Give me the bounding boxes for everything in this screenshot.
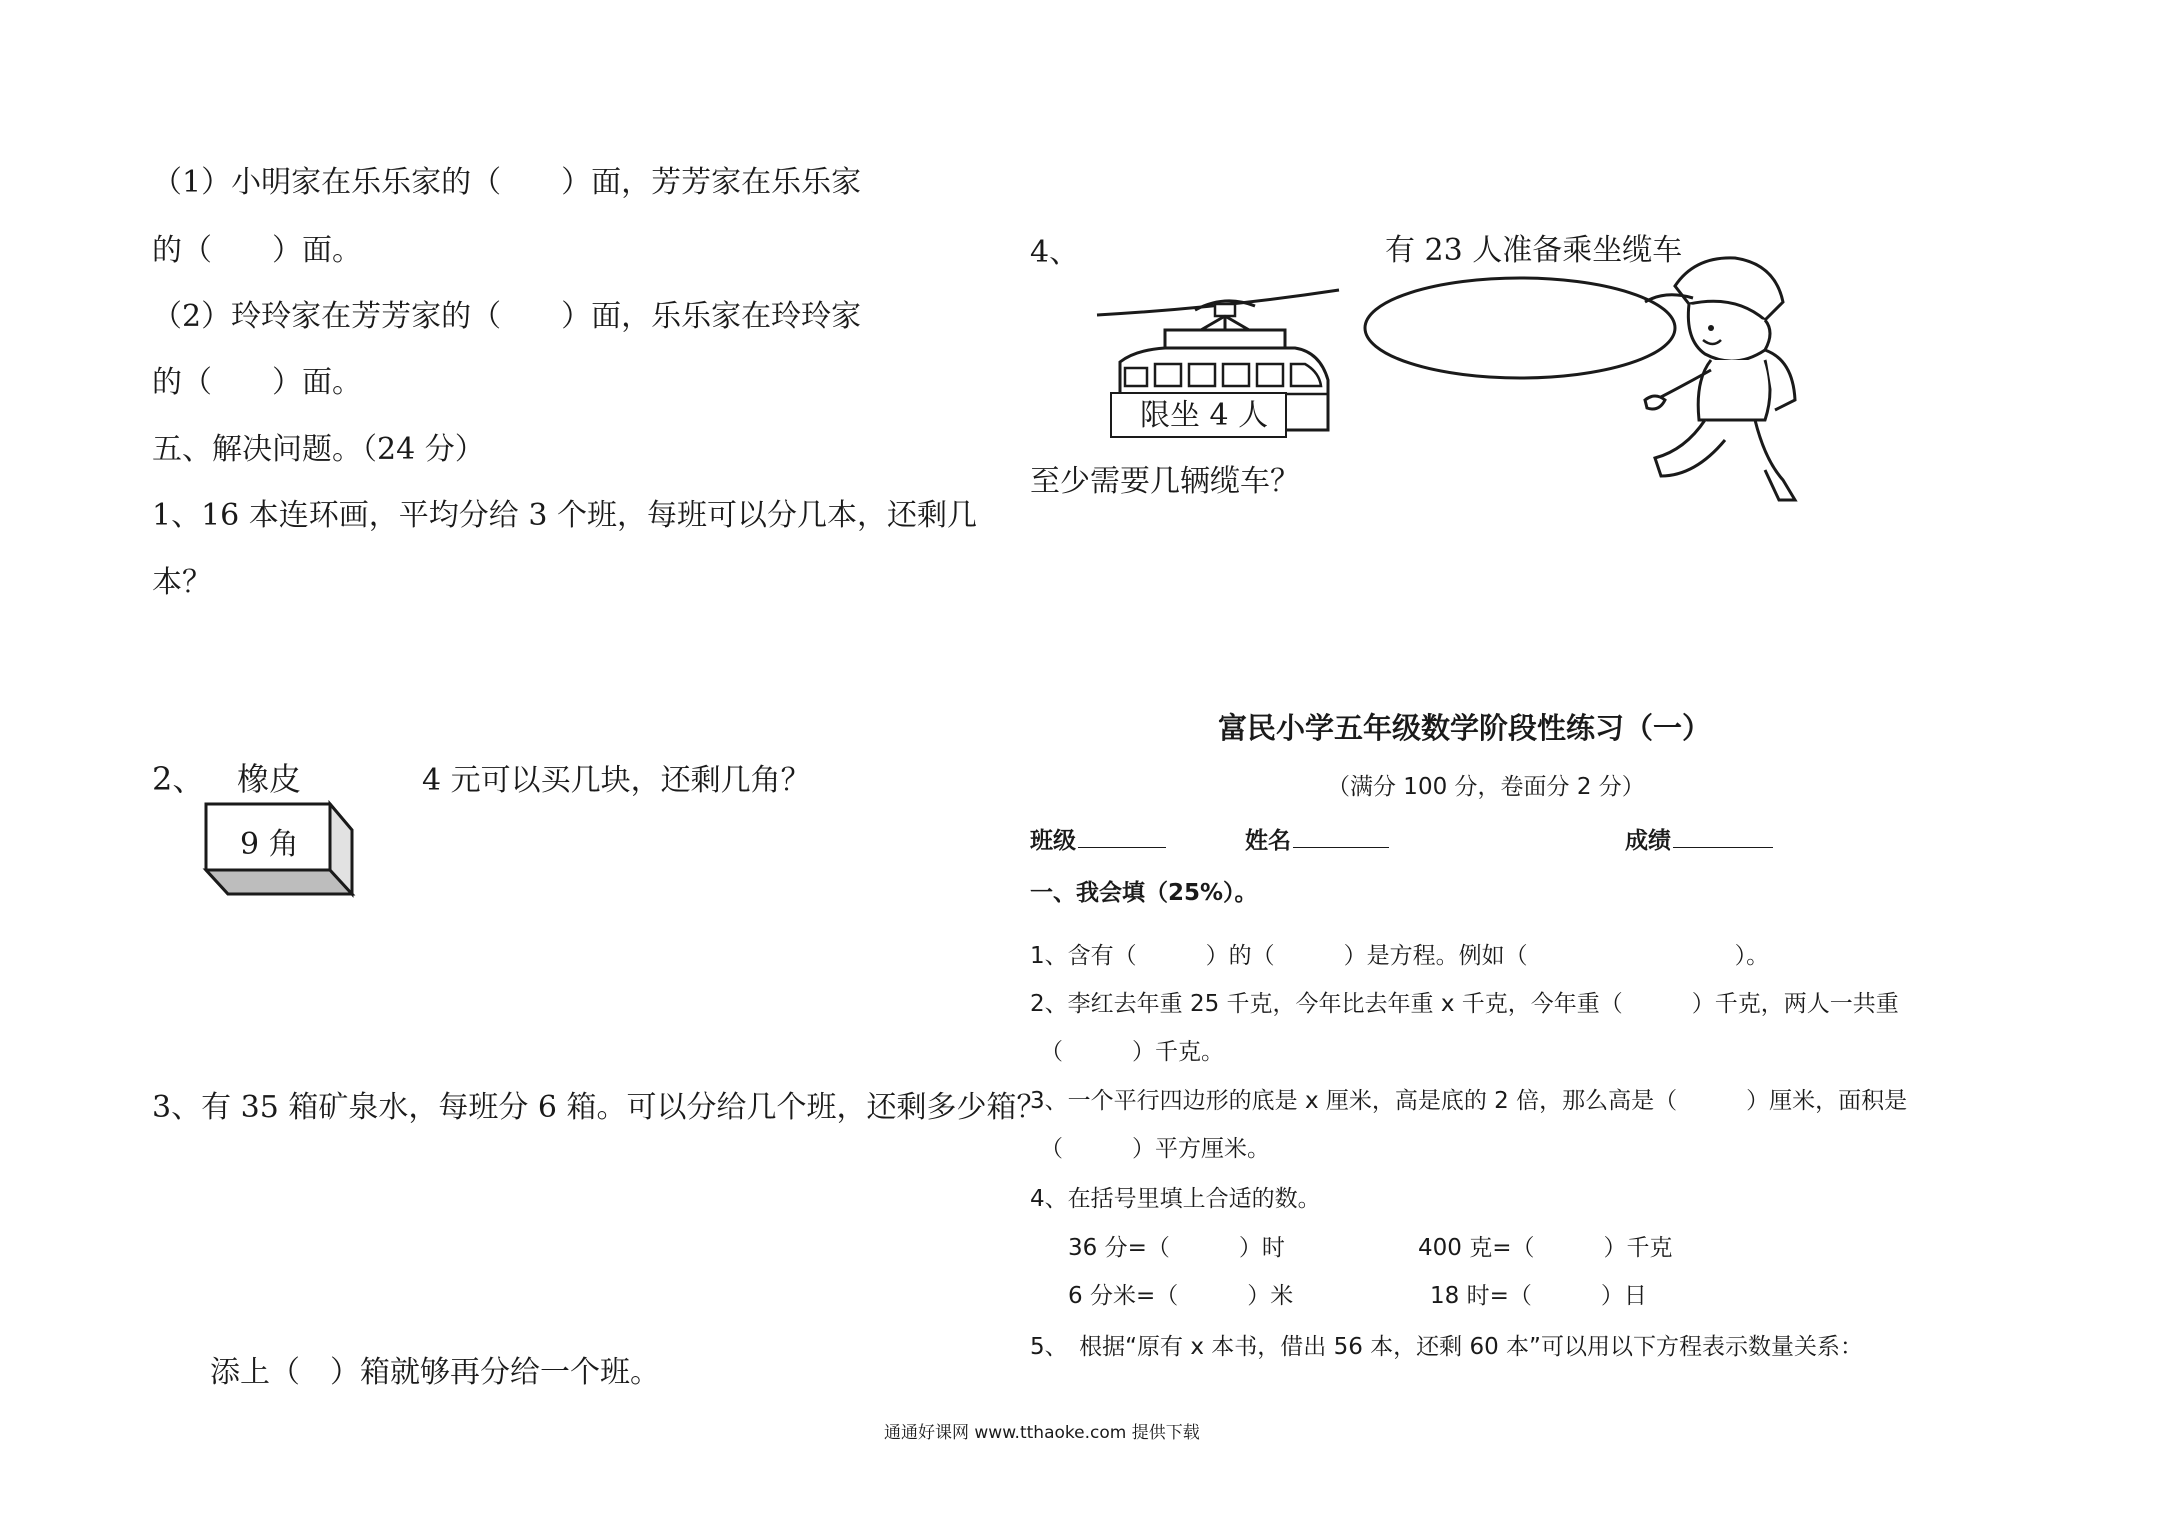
eraser-price: 9 角 <box>240 827 299 862</box>
problem-4-question: 至少需要几辆缆车？ <box>1030 464 1300 499</box>
problem-2-item: 橡皮 <box>237 760 302 798</box>
q4-1-line2: 的（ ）面。 <box>152 233 362 268</box>
exam-q4-item: 6 分米=（ ）米 <box>1068 1283 1294 1309</box>
score-label: 成绩 <box>1625 828 1671 854</box>
exam-q2-line1: 2、李红去年重 25 千克，今年比去年重 x 千克，今年重（ ）千克，两人一共重 <box>1030 991 1899 1017</box>
exam-q4: 4、在括号里填上合适的数。 <box>1030 1186 1321 1212</box>
problem-1-line2: 本？ <box>152 565 212 600</box>
exam-subtitle: （满分 100 分，卷面分 2 分） <box>1327 774 1645 800</box>
problem-4-number: 4、 <box>1030 235 1080 270</box>
exam-q3-line2: （ ）平方厘米。 <box>1040 1136 1270 1162</box>
name-label: 姓名 <box>1245 828 1291 854</box>
q4-2-line1: （2）玲玲家在芳芳家的（ ）面，乐乐家在玲玲家 <box>152 299 862 334</box>
name-field[interactable] <box>1245 825 1389 853</box>
section-1-heading: 一、我会填（25%）。 <box>1030 880 1258 906</box>
problem-3-fill: 添上（ ）箱就够再分给一个班。 <box>210 1355 660 1390</box>
q4-1-line1: （1）小明家在乐乐家的（ ）面，芳芳家在乐乐家 <box>152 165 862 200</box>
exam-q4-item: 400 克=（ ）千克 <box>1418 1235 1673 1261</box>
problem-4-people: 有 23 人准备乘坐缆车 <box>1385 233 1683 268</box>
exam-q1: 1、含有（ ）的（ ）是方程。例如（ ）。 <box>1030 943 1770 969</box>
class-label: 班级 <box>1030 828 1076 854</box>
problem-2-question: 4 元可以买几块，还剩几角？ <box>422 763 811 798</box>
class-field[interactable] <box>1030 825 1166 853</box>
section-5-heading: 五、解决问题。（24 分） <box>152 432 485 467</box>
exam-q4-item: 36 分=（ ）时 <box>1068 1235 1285 1261</box>
score-field[interactable] <box>1625 825 1773 853</box>
exam-q3-line1: 3、一个平行四边形的底是 x 厘米，高是底的 2 倍，那么高是（ ）厘米，面积是 <box>1030 1088 1908 1114</box>
boy-icon <box>1615 250 1815 510</box>
q4-2-line2: 的（ ）面。 <box>152 365 362 400</box>
problem-3: 3、有 35 箱矿泉水，每班分 6 箱。可以分给几个班，还剩多少箱？ <box>152 1090 1047 1125</box>
problem-1-line1: 1、16 本连环画，平均分给 3 个班，每班可以分几本，还剩几 <box>152 498 977 533</box>
footer-credit: 通通好课网 www.tthaoke.com 提供下载 <box>884 1423 1200 1443</box>
exam-q2-line2: （ ）千克。 <box>1040 1039 1224 1065</box>
exam-q5: 5、 根据“原有 x 本书，借出 56 本，还剩 60 本”可以用以下方程表示数量关系： <box>1030 1334 1863 1360</box>
exam-q4-item: 18 时=（ ）日 <box>1430 1283 1647 1309</box>
exam-title: 富民小学五年级数学阶段性练习（一） <box>1218 711 1712 745</box>
cable-car-limit: 限坐 4 人 <box>1140 398 1269 433</box>
problem-2-number: 2、 <box>152 760 205 798</box>
